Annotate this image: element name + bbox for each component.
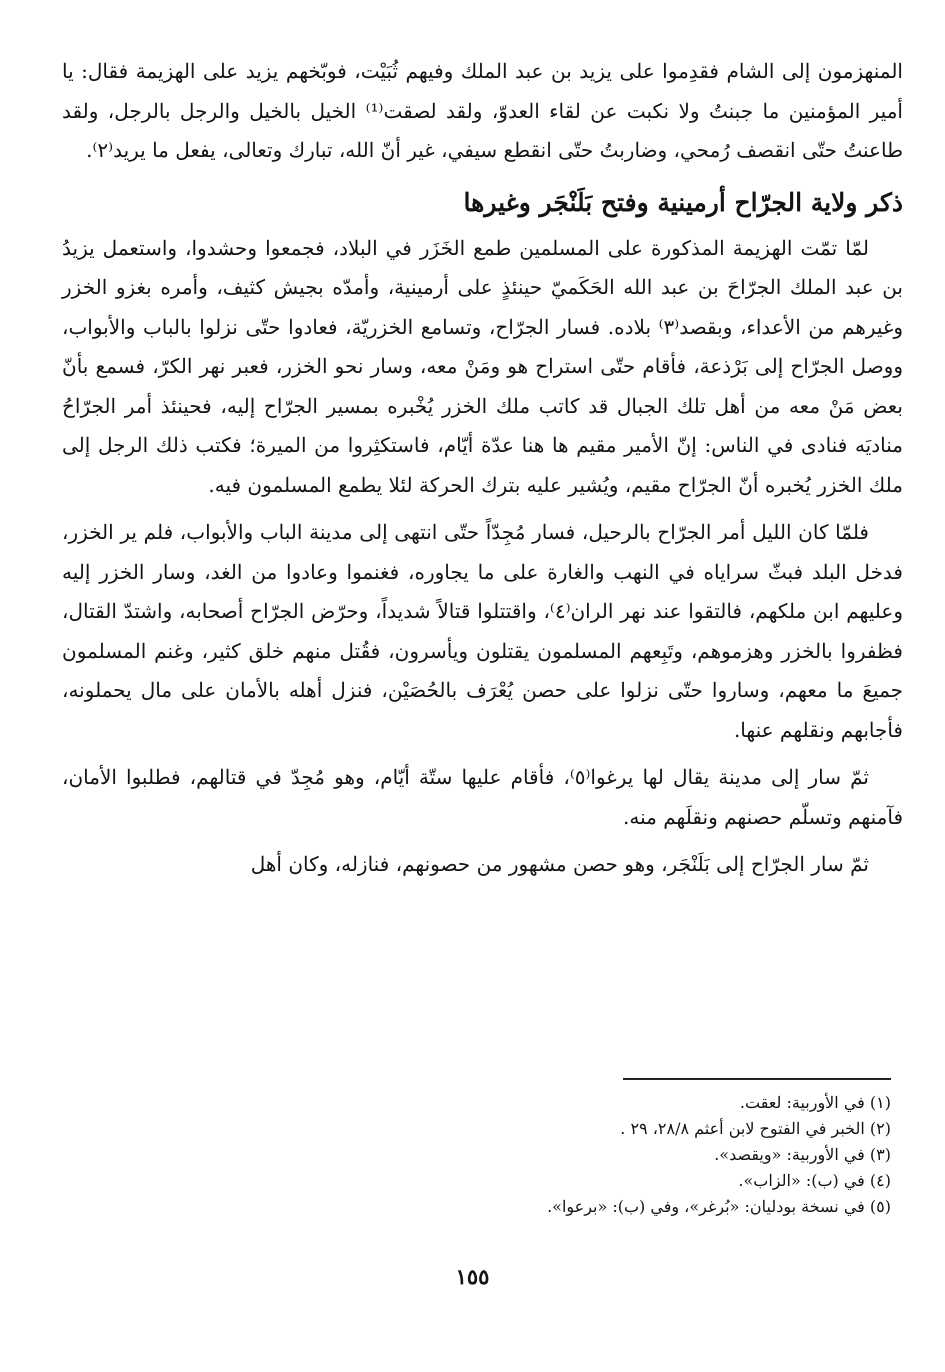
section-heading: ذكر ولاية الجرّاح أرمينية وفتح بَلَنْجَر وغيرها bbox=[463, 187, 903, 217]
paragraph-3: ثمّ سار إلى مدينة يقال لها يرغوا⁽٥⁾، فأقام عليها ستّة أيّام، وهو مُجِدّ في قتالهم، فطلبوا الأمان، فآمنهم وتسلّم حصنهم ونقلَهم منه. bbox=[62, 765, 903, 829]
paragraph-2: فلمّا كان الليل أمر الجرّاح بالرحيل، فسار مُجِدّاً حتّى انتهى إلى مدينة الباب والأبواب، فلم ير الخزر، فدخل البلد فبثّ سراياه في النهب والغارة على ما يجاوره، فغنموا وعادوا من الغد، وسار الخزر إليه وعليهم ابن ملكهم، فالتقوا عند نهر الران⁽٤⁾، واقتتلوا قتالاً شديداً، وحرّض الجرّاح أصحابه، واشتدّ القتال، فظفروا بالخزر وهزموهم، وتَبِعهم المسلمون يقتلون ويأسرون، فقُتل منهم خلق كثير، وغنم المسلمون جميعَ ما معهم، وساروا حتّى نزلوا على حصن يُعْرَف بالحُصَيْن، فنزل أهله بالأمان على مال يحملونه، فأجابهم ونقلهم عنها. bbox=[62, 520, 904, 742]
footnote-3: (٣) في الأوربية: «ويقصد». bbox=[714, 1145, 891, 1164]
main-text bbox=[62, 52, 903, 885]
footnote-1: (١) في الأوربية: لعقت. bbox=[739, 1093, 891, 1112]
paragraph-1: لمّا تمّت الهزيمة المذكورة على المسلمين طمع الخَزَر في البلاد، فجمعوا وحشدوا، واستعمل يزيدُ بن عبد الملك الجرّاحَ بن عبد الله الحَكَميّ حينئذٍ على أرمينية، وأمدّه بجيش كثيف، وأمره بغزو الخزر وغيرهم من الأعداء، وبقصد⁽٣⁾ بلاده. فسار الجرّاح، وتسامع الخزريّة، فعادوا حتّى نزلوا بالباب والأبواب، ووصل الجرّاح إلى بَرْذعة، فأقام حتّى استراح هو ومَنْ معه، وسار نحو الخزر، فعبر نهر الكرّ، فسمع بأنّ بعض مَنْ معه من أهل تلك الجبال قد كاتب ملك الخزر يُخْبره بمسير الجرّاح إليه، فحينئذ أمر الجرّاحُ مناديَه فنادى في الناس: إنّ الأمير مقيم ها هنا عدّة أيّام، فاستكثِروا من الميرة؛ فكتب ذلك الرجل إلى ملك الخزر يُخبره أنّ الجرّاح مقيم، ويُشير عليه بترك الحركة لئلا يطمع المسلمون فيه. bbox=[62, 235, 904, 497]
footnotes bbox=[120, 1090, 891, 1220]
footnote-divider bbox=[623, 1078, 891, 1080]
intro-paragraph: المنهزمون إلى الشام فقدِموا على يزيد بن عبد الملك وفيهم ثُبَيْت، فوبّخهم يزيد على الهزيمة فقال: يا أمير المؤمنين ما جبنتُ ولا نكبت عن لقاء العدوّ، ولقد لصقت⁽¹⁾ الخيل بالخيل والرجل بالرجل، ولقد طاعنتُ حتّى انقصف رُمحي، وضاربتُ حتّى انقطع سيفي، غير أنّ الله، تبارك وتعالى، يفعل ما يريد⁽٢⁾. bbox=[62, 59, 903, 162]
footnote-2: (٢) الخبر في الفتوح لابن أعثم ٢٨/٨، ٢٩ . bbox=[620, 1119, 891, 1138]
footnote-5: (٥) في نسخة بودليان: «بُرغر»، وفي (ب): «برعوا». bbox=[547, 1197, 891, 1216]
page-number: ١٥٥ bbox=[455, 1264, 490, 1289]
footnote-4: (٤) في (ب): «الزاب». bbox=[738, 1171, 891, 1190]
paragraph-4: ثمّ سار الجرّاح إلى بَلَنْجَر، وهو حصن مشهور من حصونهم، فنازله، وكان أهل bbox=[250, 852, 869, 876]
